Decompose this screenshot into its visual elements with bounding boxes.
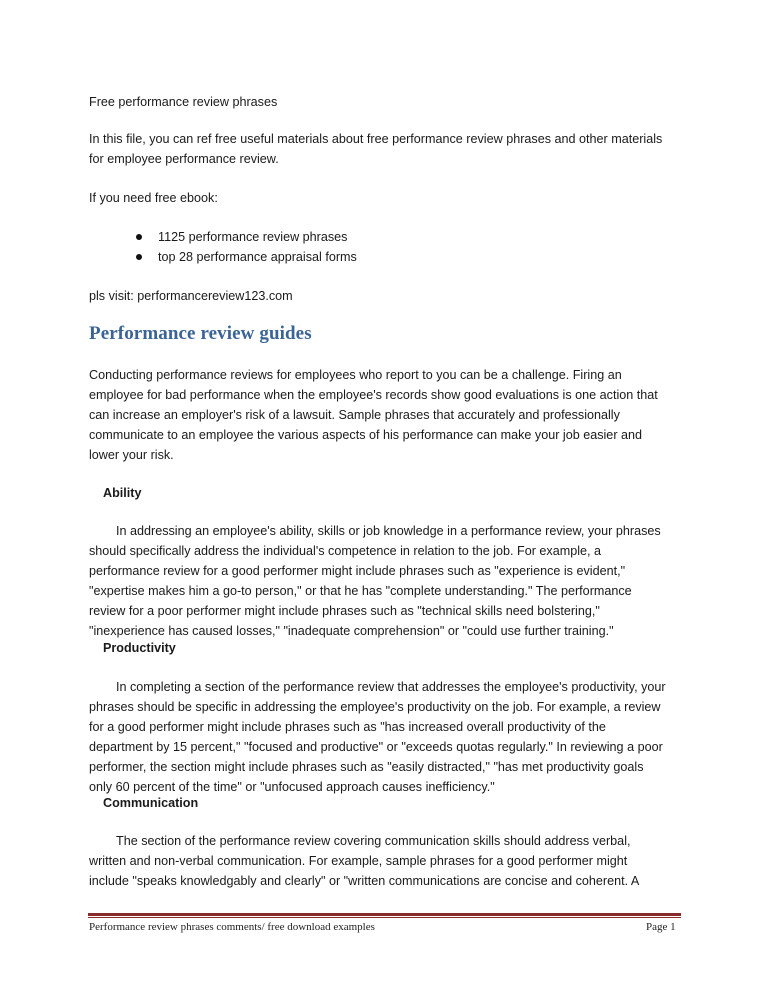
text-line: lower your risk.	[89, 448, 174, 462]
text-line: Conducting performance reviews for employees who report to you can be a challenge. Firing an	[89, 368, 622, 382]
text-line: In this file, you can ref free useful materials about free performance review phrases and other materials	[89, 132, 663, 146]
ability-subheading: Ability	[103, 486, 142, 500]
productivity-paragraph	[89, 677, 689, 797]
text-line: If you need free ebook:	[89, 191, 218, 205]
text-line: phrases should be specific in addressing the employee's productivity on the job. For example, a review	[89, 700, 661, 714]
productivity-subheading: Productivity	[103, 641, 176, 655]
bullet-icon	[136, 254, 142, 260]
text-line: performance review for a good performer might include phrases such as "experience is evident,"	[89, 564, 626, 578]
text-line: should specifically address the individual's competence in relation to the job. For example, a	[89, 544, 602, 558]
ability-paragraph	[89, 521, 689, 641]
text-line: The section of the performance review covering communication skills should address verbal,	[116, 834, 631, 848]
text-line: "inexperience has caused losses," "inadequate comprehension" or "could use further training."	[89, 624, 614, 638]
guides-paragraph	[89, 365, 689, 465]
ebook-line	[89, 188, 689, 208]
list-item	[89, 227, 357, 247]
text-line: for a good performer might include phrases such as "has increased overall productivity of the	[89, 720, 606, 734]
intro-paragraph	[89, 129, 689, 169]
text-line: for employee performance review.	[89, 152, 279, 166]
section-heading: Performance review guides	[89, 323, 312, 344]
text-line: Free performance review phrases	[89, 95, 278, 109]
list-item-label: top 28 performance appraisal forms	[158, 250, 357, 264]
text-line: department by 15 percent," "focused and productive" or "exceeds quotas regularly." In reviewing a poor	[89, 740, 663, 754]
bullet-icon	[136, 234, 142, 240]
visit-line	[89, 286, 689, 306]
document-title-line	[89, 92, 689, 112]
text-line: "expertise makes him a go-to person," or that he has "complete understanding." The performance	[89, 584, 632, 598]
footer-divider	[88, 917, 681, 918]
list-item-label: 1125 performance review phrases	[158, 230, 348, 244]
text-line: In completing a section of the performance review that addresses the employee's productivity, your	[116, 680, 666, 694]
text-line: only 60 percent of the time" or "unfocused approach causes inefficiency."	[89, 780, 495, 794]
text-line: pls visit: performancereview123.com	[89, 289, 293, 303]
page-number: Page 1	[646, 921, 676, 933]
text-line: In addressing an employee's ability, skills or job knowledge in a performance review, your phrases	[116, 524, 661, 538]
footer-caption: Performance review phrases comments/ free download examples	[89, 921, 375, 933]
text-line: include "speaks knowledgably and clearly" or "written communications are concise and coherent. A	[89, 874, 640, 888]
ebook-bullet-list	[89, 227, 357, 267]
text-line: communicate to an employee the various aspects of his performance can make your job easier and	[89, 428, 643, 442]
text-line: written and non-verbal communication. For example, sample phrases for a good performer might	[89, 854, 628, 868]
text-line: performer, the section might include phrases such as "easily distracted," "has met productivity goals	[89, 760, 644, 774]
text-line: review for a poor performer might include phrases such as "technical skills need bolstering,"	[89, 604, 600, 618]
text-line: can increase an employer's risk of a lawsuit. Sample phrases that accurately and professionally	[89, 408, 620, 422]
communication-paragraph	[89, 831, 689, 891]
footer-divider	[88, 913, 681, 916]
list-item	[89, 247, 357, 267]
text-line: employee for bad performance when the employee's records show good evaluations is one action that	[89, 388, 658, 402]
communication-subheading: Communication	[103, 796, 199, 810]
